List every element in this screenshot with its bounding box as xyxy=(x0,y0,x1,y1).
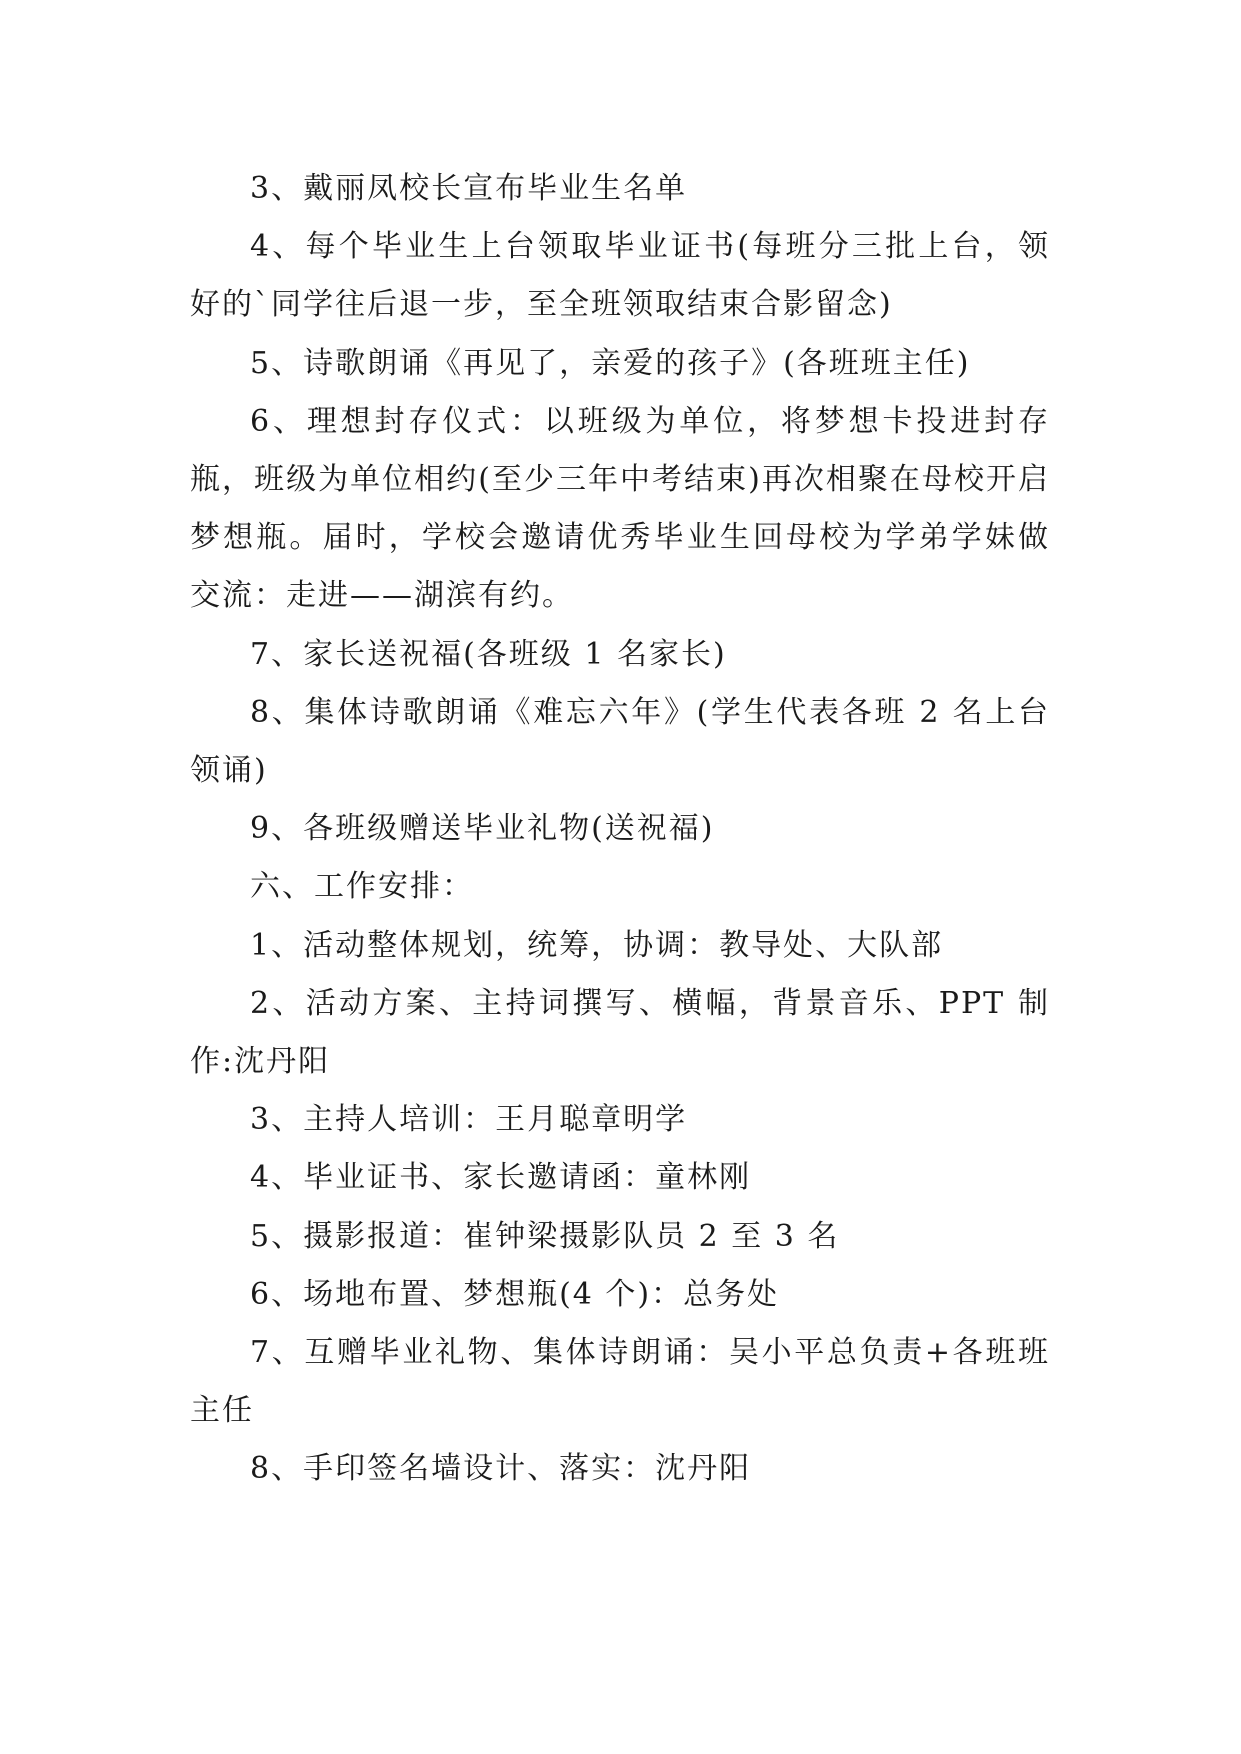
task-item-7-gifts-recitation: 7、互赠毕业礼物、集体诗朗诵：吴小平总负责+各班班主任 xyxy=(190,1335,1050,1429)
paragraph-item-6-dream-sealing-ceremony: 6、理想封存仪式：以班级为单位，将梦想卡投进封存瓶，班级为单位相约(至少三年中考结束)再次相聚在母校开启梦想瓶。届时，学校会邀请优秀毕业生回母校为学弟学妹做交流：走进——湖滨有约。 xyxy=(190,403,1050,614)
task-item-4-certificates-invitations: 4、毕业证书、家长邀请函：童林刚 xyxy=(250,1160,752,1196)
task-item-3-host-training: 3、主持人培训：王月聪章明学 xyxy=(250,1102,688,1138)
section-heading-work-arrangement: 六、工作安排： xyxy=(250,869,474,905)
paragraph-item-3-principal-announcement: 3、戴丽凤校长宣布毕业生名单 xyxy=(250,171,688,206)
paragraph-item-7-parent-blessing: 7、家长送祝福(各班级 1 名家长) xyxy=(250,636,727,672)
task-item-1-planning: 1、活动整体规划，统筹，协调：教导处、大队部 xyxy=(250,927,944,963)
paragraph-item-4-certificate-collection: 4、每个毕业生上台领取毕业证书(每班分三批上台，领好的`同学往后退一步，至全班领取结束合影留念) xyxy=(190,229,1050,323)
task-item-5-photography: 5、摄影报道：崔钟梁摄影队员 2 至 3 名 xyxy=(250,1218,840,1254)
document-body xyxy=(190,160,1050,1499)
paragraph-item-8-group-recitation: 8、集体诗歌朗诵《难忘六年》(学生代表各班 2 名上台领诵) xyxy=(190,694,1050,789)
task-item-8-signature-wall: 8、手印签名墙设计、落实：沈丹阳 xyxy=(250,1451,752,1487)
paragraph-item-9-graduation-gifts: 9、各班级赠送毕业礼物(送祝福) xyxy=(250,811,715,847)
task-item-6-venue-setup: 6、场地布置、梦想瓶(4 个)：总务处 xyxy=(250,1276,780,1312)
paragraph-item-5-poem-recitation: 5、诗歌朗诵《再见了，亲爱的孩子》(各班班主任) xyxy=(250,345,971,381)
task-item-2-plan-and-media: 2、活动方案、主持词撰写、横幅，背景音乐、PPT 制作:沈丹阳 xyxy=(190,985,1050,1080)
